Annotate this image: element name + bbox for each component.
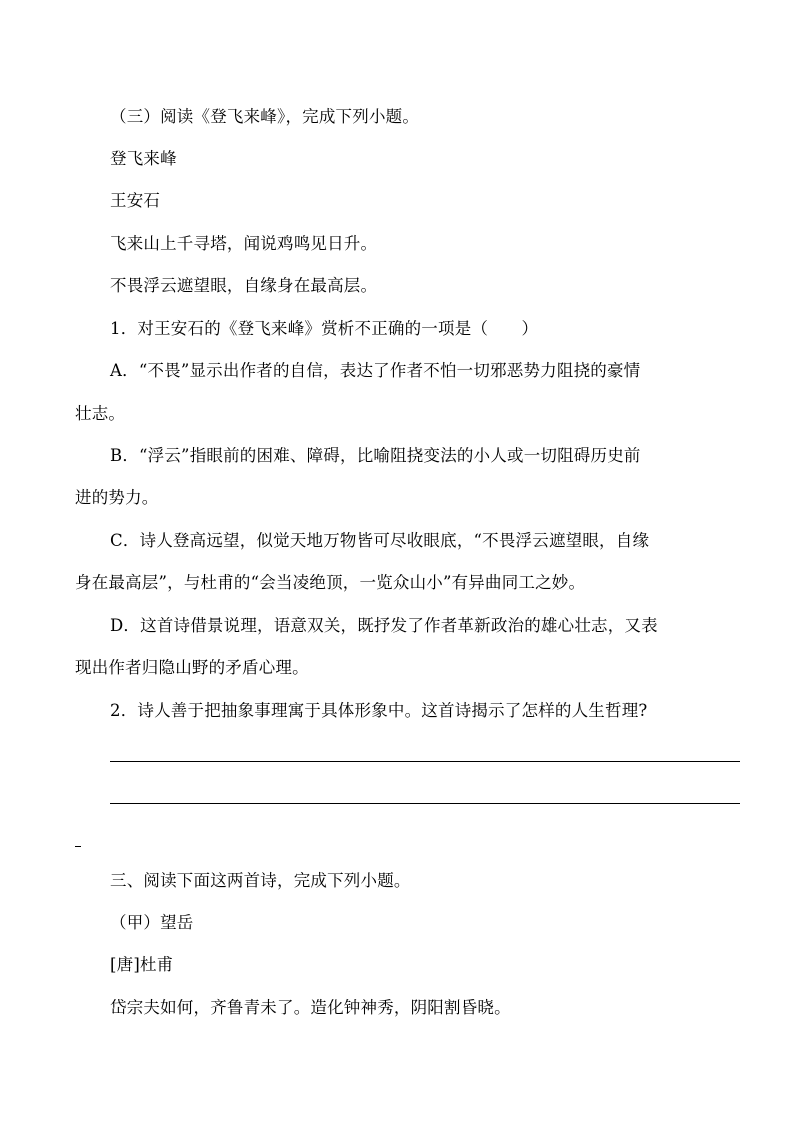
option-c-line-1: C．诗人登高远望，似觉天地万物皆可尽收眼底，“不畏浮云遮望眼，自缘 [110,531,650,550]
part-3-heading: 三、阅读下面这两首诗，完成下列小题。 [110,871,411,890]
answer-line-2[interactable] [110,803,740,804]
option-b-line-1: B．“浮云”指眼前的困难、障碍，比喻阻挠变法的小人或一切阻碍历史前 [110,446,641,465]
answer-line-stub [75,846,81,847]
option-a-line-2: 壮志。 [75,404,126,423]
option-a-line-1: A．“不畏”显示出作者的自信，表达了作者不怕一切邪恶势力阻挠的豪情 [110,361,641,380]
option-d-line-2: 现出作者归隐山野的矛盾心理。 [75,658,309,677]
option-d-line-1: D．这首诗借景说理，语意双关，既抒发了作者革新政治的雄心壮志，又表 [110,616,658,635]
answer-line-1[interactable] [110,761,740,762]
option-c-line-2: 身在最高层”，与杜甫的“会当凌绝顶，一览众山小”有异曲同工之妙。 [75,573,586,592]
poem-author: 王安石 [110,191,161,210]
question-2-stem: 2．诗人善于把抽象事理寓于具体形象中。这首诗揭示了怎样的人生哲理? [110,701,648,720]
section-heading: （三）阅读《登飞来峰》，完成下列小题。 [110,107,420,126]
poem-2-author: [唐]杜甫 [110,955,174,974]
poem-line-1: 飞来山上千寻塔，闻说鸡鸣见日升。 [110,234,378,253]
poem-2-title: （甲）望岳 [110,913,194,932]
question-1-stem: 1．对王安石的《登飞来峰》赏析不正确的一项是（ ） [110,319,539,338]
poem-title: 登飞来峰 [110,149,177,168]
poem-2-line-1: 岱宗夫如何，齐鲁青未了。造化钟神秀，阴阳割昏晓。 [110,998,511,1017]
option-b-line-2: 进的势力。 [75,488,159,507]
poem-line-2: 不畏浮云遮望眼，自缘身在最高层。 [110,276,378,295]
